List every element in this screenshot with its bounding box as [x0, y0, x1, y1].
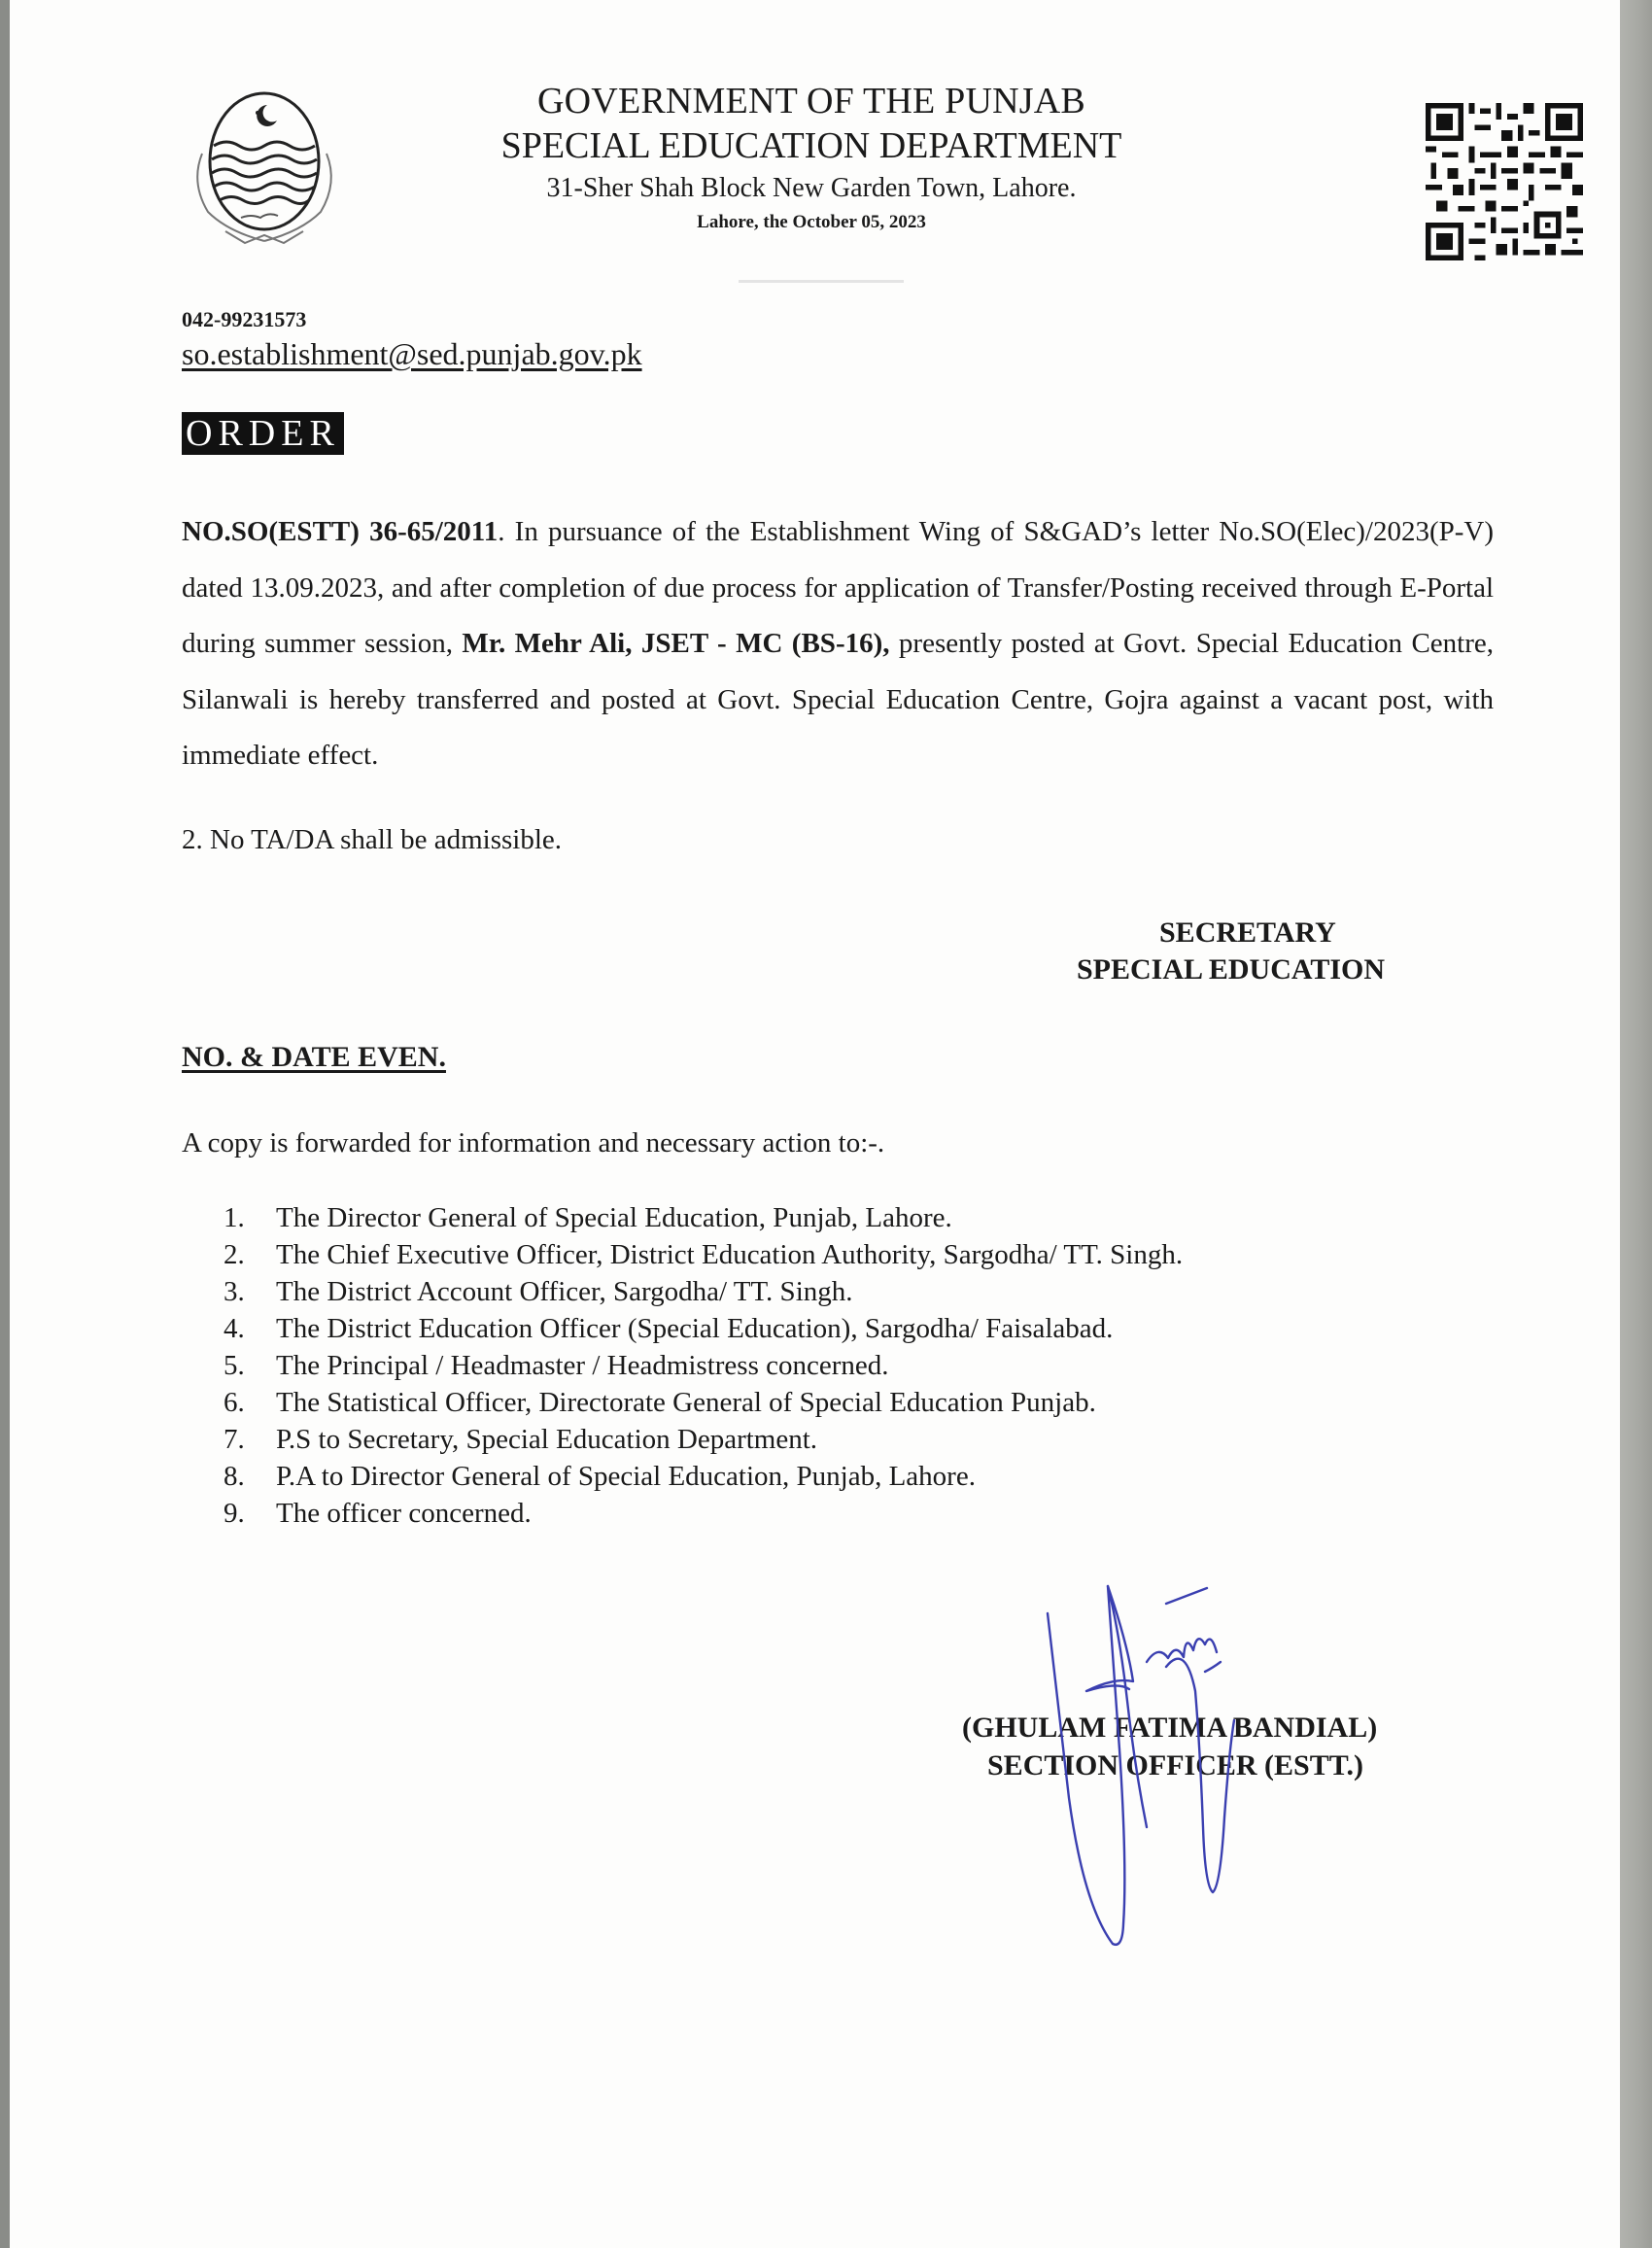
list-item-number: 5. — [224, 1350, 245, 1381]
qr-code-icon — [1426, 103, 1583, 260]
list-item-text: P.S to Secretary, Special Education Department. — [276, 1424, 818, 1455]
list-item-number: 3. — [224, 1276, 245, 1307]
list-item-text: The Director General of Special Education, Punjab, Lahore. — [276, 1202, 952, 1233]
letter-date: Lahore, the October 05, 2023 — [697, 212, 926, 232]
signatory-title: SECTION OFFICER (ESTT.) — [987, 1749, 1364, 1781]
list-item — [224, 1495, 1183, 1532]
list-item — [224, 1199, 1183, 1236]
contact-email-link[interactable]: so.establishment@sed.punjab.gov.pk — [182, 336, 642, 371]
list-item — [224, 1421, 1183, 1458]
list-item-text: P.A to Director General of Special Education, Punjab, Lahore. — [276, 1461, 976, 1492]
list-item — [224, 1384, 1183, 1421]
list-item-number: 6. — [224, 1387, 245, 1418]
list-item-number: 7. — [224, 1424, 245, 1455]
contact-phone: 042-99231573 — [182, 307, 307, 331]
list-item-text: The Statistical Officer, Directorate General of Special Education Punjab. — [276, 1387, 1096, 1418]
order-text-part-2: presently posted at Govt. Special Education Centre, Silanwali is hereby transferred and posted at Govt. Special Education Centre, Gojra against a vacant post, with immediate effect. — [182, 628, 1494, 771]
list-item — [224, 1236, 1183, 1273]
scan-edge — [1620, 0, 1652, 2248]
list-item-text: The Chief Executive Officer, District Education Authority, Sargodha/ TT. Singh. — [276, 1239, 1184, 1270]
employee-name: Mr. Mehr Ali, JSET - MC (BS-16), — [462, 628, 890, 659]
order-reference-number: NO.SO(ESTT) 36-65/2011 — [182, 516, 499, 547]
order-text-part-1: . In pursuance of the Establishment Wing of S&GAD’s letter No.SO(Elec)/2023(P-V) dated 13.09.2023, and after completion of due process for application of Transfer/Posting received through E-Portal during summer session, — [182, 516, 1494, 659]
list-item-number: 2. — [224, 1239, 245, 1270]
endorsement-intro: A copy is forwarded for information and necessary action to:-. — [182, 1127, 885, 1159]
list-item-text: The officer concerned. — [276, 1498, 532, 1529]
order-paragraph-2: 2. No TA/DA shall be admissible. — [182, 824, 563, 855]
letterhead-department: SPECIAL EDUCATION DEPARTMENT — [500, 125, 1122, 166]
list-item-text: The District Education Officer (Special Education), Sargodha/ Faisalabad. — [276, 1313, 1114, 1344]
letterhead-address: 31-Sher Shah Block New Garden Town, Lahore. — [546, 173, 1077, 203]
list-item-number: 4. — [224, 1313, 245, 1344]
endorsement-heading: NO. & DATE EVEN. — [182, 1041, 446, 1073]
list-item — [224, 1273, 1183, 1310]
list-item-text: The District Account Officer, Sargodha/ TT. Singh. — [276, 1276, 853, 1307]
list-item — [224, 1347, 1183, 1384]
order-heading: ORDER — [182, 412, 344, 455]
issuer-department: SPECIAL EDUCATION — [1077, 953, 1386, 986]
signatory-name: (GHULAM FATIMA BANDIAL) — [962, 1712, 1378, 1744]
letterhead-title: GOVERNMENT OF THE PUNJAB — [537, 81, 1085, 121]
handwritten-signature-icon — [1030, 1574, 1438, 1963]
order-body — [182, 504, 1494, 784]
list-item-number: 8. — [224, 1461, 245, 1492]
recipient-list — [224, 1199, 1183, 1532]
list-item — [224, 1310, 1183, 1347]
list-item-text: The Principal / Headmaster / Headmistress concerned. — [276, 1350, 889, 1381]
scan-smudge — [739, 280, 904, 283]
list-item-number: 9. — [224, 1498, 245, 1529]
list-item — [224, 1458, 1183, 1495]
issuer-designation: SECRETARY — [1159, 916, 1336, 949]
list-item-number: 1. — [224, 1202, 245, 1233]
